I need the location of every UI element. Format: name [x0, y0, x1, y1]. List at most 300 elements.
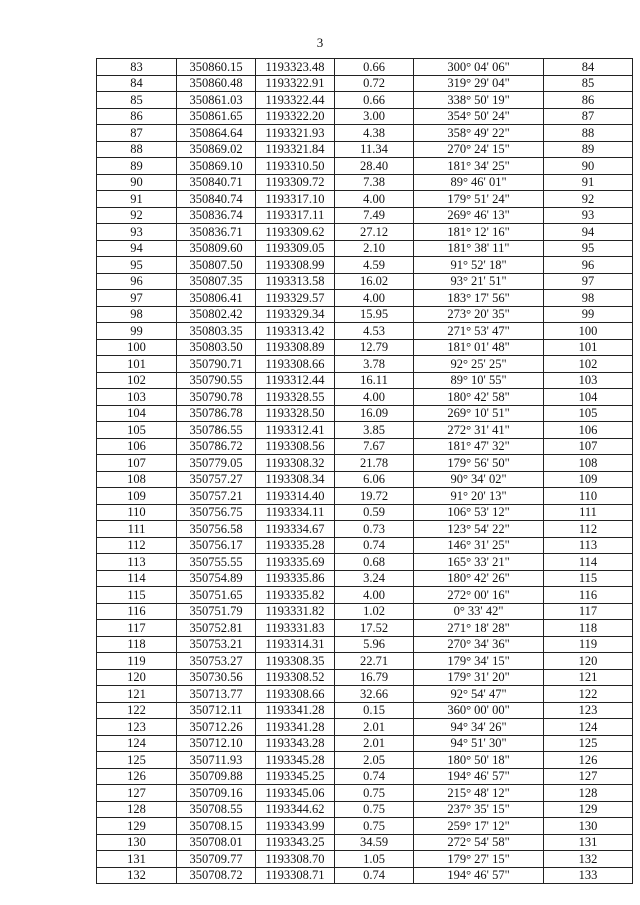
- distance-cell: 3.24: [335, 570, 414, 587]
- distance-cell: 28.40: [335, 158, 414, 175]
- y-coordinate-cell: 1193308.66: [256, 356, 335, 373]
- next-point-number-cell: 102: [544, 356, 633, 373]
- point-number-cell: 121: [97, 686, 177, 703]
- point-number-cell: 83: [97, 59, 177, 76]
- distance-cell: 1.02: [335, 603, 414, 620]
- y-coordinate-cell: 1193335.28: [256, 537, 335, 554]
- next-point-number-cell: 131: [544, 834, 633, 851]
- distance-cell: 2.10: [335, 240, 414, 257]
- next-point-number-cell: 122: [544, 686, 633, 703]
- x-coordinate-cell: 350708.01: [177, 834, 256, 851]
- y-coordinate-cell: 1193329.57: [256, 290, 335, 307]
- table-row: [97, 75, 633, 92]
- distance-cell: 4.00: [335, 587, 414, 604]
- x-coordinate-cell: 350860.48: [177, 75, 256, 92]
- distance-cell: 2.05: [335, 752, 414, 769]
- next-point-number-cell: 124: [544, 719, 633, 736]
- bearing-cell: 269° 46' 13": [414, 207, 544, 224]
- distance-cell: 6.06: [335, 471, 414, 488]
- x-coordinate-cell: 350790.78: [177, 389, 256, 406]
- table-row: [97, 636, 633, 653]
- distance-cell: 0.72: [335, 75, 414, 92]
- bearing-cell: 237° 35' 15": [414, 801, 544, 818]
- distance-cell: 27.12: [335, 224, 414, 241]
- point-number-cell: 118: [97, 636, 177, 653]
- distance-cell: 16.79: [335, 669, 414, 686]
- table-row: [97, 521, 633, 538]
- bearing-cell: 272° 31' 41": [414, 422, 544, 439]
- next-point-number-cell: 89: [544, 141, 633, 158]
- y-coordinate-cell: 1193335.69: [256, 554, 335, 571]
- point-number-cell: 92: [97, 207, 177, 224]
- distance-cell: 3.78: [335, 356, 414, 373]
- table-row: [97, 389, 633, 406]
- bearing-cell: 360° 00' 00": [414, 702, 544, 719]
- table-row: [97, 768, 633, 785]
- x-coordinate-cell: 350864.64: [177, 125, 256, 142]
- y-coordinate-cell: 1193328.55: [256, 389, 335, 406]
- next-point-number-cell: 92: [544, 191, 633, 208]
- next-point-number-cell: 127: [544, 768, 633, 785]
- point-number-cell: 127: [97, 785, 177, 802]
- next-point-number-cell: 129: [544, 801, 633, 818]
- bearing-cell: 271° 53' 47": [414, 323, 544, 340]
- point-number-cell: 86: [97, 108, 177, 125]
- bearing-cell: 179° 31' 20": [414, 669, 544, 686]
- distance-cell: 16.09: [335, 405, 414, 422]
- next-point-number-cell: 85: [544, 75, 633, 92]
- x-coordinate-cell: 350751.65: [177, 587, 256, 604]
- y-coordinate-cell: 1193345.06: [256, 785, 335, 802]
- y-coordinate-cell: 1193312.41: [256, 422, 335, 439]
- point-number-cell: 125: [97, 752, 177, 769]
- x-coordinate-cell: 350786.55: [177, 422, 256, 439]
- point-number-cell: 115: [97, 587, 177, 604]
- table-row: [97, 504, 633, 521]
- bearing-cell: 123° 54' 22": [414, 521, 544, 538]
- bearing-cell: 194° 46' 57": [414, 768, 544, 785]
- x-coordinate-cell: 350730.56: [177, 669, 256, 686]
- table-row: [97, 339, 633, 356]
- point-number-cell: 111: [97, 521, 177, 538]
- next-point-number-cell: 109: [544, 471, 633, 488]
- bearing-cell: 272° 54' 58": [414, 834, 544, 851]
- bearing-cell: 354° 50' 24": [414, 108, 544, 125]
- y-coordinate-cell: 1193345.28: [256, 752, 335, 769]
- bearing-cell: 90° 34' 02": [414, 471, 544, 488]
- table-row: [97, 488, 633, 505]
- y-coordinate-cell: 1193335.86: [256, 570, 335, 587]
- next-point-number-cell: 104: [544, 389, 633, 406]
- bearing-cell: 358° 49' 22": [414, 125, 544, 142]
- next-point-number-cell: 120: [544, 653, 633, 670]
- table-row: [97, 686, 633, 703]
- table-row: [97, 356, 633, 373]
- distance-cell: 2.01: [335, 719, 414, 736]
- bearing-cell: 94° 51' 30": [414, 735, 544, 752]
- bearing-cell: 89° 10' 55": [414, 372, 544, 389]
- bearing-cell: 273° 20' 35": [414, 306, 544, 323]
- table-row: [97, 273, 633, 290]
- distance-cell: 4.00: [335, 290, 414, 307]
- y-coordinate-cell: 1193322.20: [256, 108, 335, 125]
- point-number-cell: 103: [97, 389, 177, 406]
- x-coordinate-cell: 350709.88: [177, 768, 256, 785]
- next-point-number-cell: 130: [544, 818, 633, 835]
- distance-cell: 17.52: [335, 620, 414, 637]
- y-coordinate-cell: 1193308.71: [256, 867, 335, 884]
- y-coordinate-cell: 1193310.50: [256, 158, 335, 175]
- x-coordinate-cell: 350712.10: [177, 735, 256, 752]
- distance-cell: 3.00: [335, 108, 414, 125]
- x-coordinate-cell: 350712.26: [177, 719, 256, 736]
- x-coordinate-cell: 350869.02: [177, 141, 256, 158]
- bearing-cell: 179° 56' 50": [414, 455, 544, 472]
- bearing-cell: 181° 34' 25": [414, 158, 544, 175]
- point-number-cell: 130: [97, 834, 177, 851]
- next-point-number-cell: 106: [544, 422, 633, 439]
- point-number-cell: 88: [97, 141, 177, 158]
- distance-cell: 0.68: [335, 554, 414, 571]
- x-coordinate-cell: 350861.65: [177, 108, 256, 125]
- point-number-cell: 95: [97, 257, 177, 274]
- next-point-number-cell: 84: [544, 59, 633, 76]
- bearing-cell: 0° 33' 42": [414, 603, 544, 620]
- point-number-cell: 96: [97, 273, 177, 290]
- distance-cell: 4.38: [335, 125, 414, 142]
- point-number-cell: 102: [97, 372, 177, 389]
- bearing-cell: 181° 12' 16": [414, 224, 544, 241]
- distance-cell: 16.11: [335, 372, 414, 389]
- x-coordinate-cell: 350756.75: [177, 504, 256, 521]
- next-point-number-cell: 125: [544, 735, 633, 752]
- next-point-number-cell: 123: [544, 702, 633, 719]
- bearing-cell: 270° 34' 36": [414, 636, 544, 653]
- y-coordinate-cell: 1193308.32: [256, 455, 335, 472]
- y-coordinate-cell: 1193309.05: [256, 240, 335, 257]
- bearing-cell: 181° 01' 48": [414, 339, 544, 356]
- y-coordinate-cell: 1193308.56: [256, 438, 335, 455]
- next-point-number-cell: 119: [544, 636, 633, 653]
- distance-cell: 16.02: [335, 273, 414, 290]
- table-row: [97, 719, 633, 736]
- point-number-cell: 99: [97, 323, 177, 340]
- distance-cell: 21.78: [335, 455, 414, 472]
- next-point-number-cell: 96: [544, 257, 633, 274]
- distance-cell: 4.00: [335, 191, 414, 208]
- distance-cell: 12.79: [335, 339, 414, 356]
- x-coordinate-cell: 350807.50: [177, 257, 256, 274]
- next-point-number-cell: 87: [544, 108, 633, 125]
- bearing-cell: 180° 42' 58": [414, 389, 544, 406]
- table-row: [97, 537, 633, 554]
- point-number-cell: 89: [97, 158, 177, 175]
- point-number-cell: 116: [97, 603, 177, 620]
- x-coordinate-cell: 350753.27: [177, 653, 256, 670]
- y-coordinate-cell: 1193309.72: [256, 174, 335, 191]
- point-number-cell: 131: [97, 851, 177, 868]
- next-point-number-cell: 105: [544, 405, 633, 422]
- point-number-cell: 117: [97, 620, 177, 637]
- point-number-cell: 93: [97, 224, 177, 241]
- next-point-number-cell: 118: [544, 620, 633, 637]
- next-point-number-cell: 99: [544, 306, 633, 323]
- distance-cell: 0.15: [335, 702, 414, 719]
- table-row: [97, 141, 633, 158]
- x-coordinate-cell: 350786.72: [177, 438, 256, 455]
- table-row: [97, 653, 633, 670]
- point-number-cell: 120: [97, 669, 177, 686]
- distance-cell: 4.00: [335, 389, 414, 406]
- table-row: [97, 603, 633, 620]
- bearing-cell: 319° 29' 04": [414, 75, 544, 92]
- y-coordinate-cell: 1193314.31: [256, 636, 335, 653]
- table-row: [97, 290, 633, 307]
- distance-cell: 22.71: [335, 653, 414, 670]
- x-coordinate-cell: 350756.58: [177, 521, 256, 538]
- table-row: [97, 471, 633, 488]
- x-coordinate-cell: 350752.81: [177, 620, 256, 637]
- next-point-number-cell: 93: [544, 207, 633, 224]
- y-coordinate-cell: 1193313.42: [256, 323, 335, 340]
- next-point-number-cell: 108: [544, 455, 633, 472]
- y-coordinate-cell: 1193343.99: [256, 818, 335, 835]
- x-coordinate-cell: 350807.35: [177, 273, 256, 290]
- distance-cell: 0.74: [335, 768, 414, 785]
- distance-cell: 19.72: [335, 488, 414, 505]
- point-number-cell: 87: [97, 125, 177, 142]
- x-coordinate-cell: 350756.17: [177, 537, 256, 554]
- bearing-cell: 215° 48' 12": [414, 785, 544, 802]
- x-coordinate-cell: 350786.78: [177, 405, 256, 422]
- table-row: [97, 620, 633, 637]
- distance-cell: 0.73: [335, 521, 414, 538]
- next-point-number-cell: 126: [544, 752, 633, 769]
- point-number-cell: 101: [97, 356, 177, 373]
- table-row: [97, 306, 633, 323]
- table-row: [97, 801, 633, 818]
- x-coordinate-cell: 350708.55: [177, 801, 256, 818]
- bearing-cell: 180° 50' 18": [414, 752, 544, 769]
- bearing-cell: 89° 46' 01": [414, 174, 544, 191]
- point-number-cell: 119: [97, 653, 177, 670]
- y-coordinate-cell: 1193321.84: [256, 141, 335, 158]
- table-row: [97, 158, 633, 175]
- y-coordinate-cell: 1193312.44: [256, 372, 335, 389]
- next-point-number-cell: 132: [544, 851, 633, 868]
- x-coordinate-cell: 350840.71: [177, 174, 256, 191]
- x-coordinate-cell: 350790.55: [177, 372, 256, 389]
- y-coordinate-cell: 1193322.44: [256, 92, 335, 109]
- table-row: [97, 323, 633, 340]
- next-point-number-cell: 101: [544, 339, 633, 356]
- next-point-number-cell: 133: [544, 867, 633, 884]
- y-coordinate-cell: 1193309.62: [256, 224, 335, 241]
- table-row: [97, 59, 633, 76]
- x-coordinate-cell: 350806.41: [177, 290, 256, 307]
- distance-cell: 3.85: [335, 422, 414, 439]
- point-number-cell: 132: [97, 867, 177, 884]
- distance-cell: 1.05: [335, 851, 414, 868]
- bearing-cell: 106° 53' 12": [414, 504, 544, 521]
- x-coordinate-cell: 350803.35: [177, 323, 256, 340]
- y-coordinate-cell: 1193341.28: [256, 719, 335, 736]
- table-row: [97, 92, 633, 109]
- bearing-cell: 272° 00' 16": [414, 587, 544, 604]
- distance-cell: 0.66: [335, 92, 414, 109]
- x-coordinate-cell: 350802.42: [177, 306, 256, 323]
- bearing-cell: 146° 31' 25": [414, 537, 544, 554]
- point-number-cell: 114: [97, 570, 177, 587]
- point-number-cell: 113: [97, 554, 177, 571]
- x-coordinate-cell: 350860.15: [177, 59, 256, 76]
- next-point-number-cell: 128: [544, 785, 633, 802]
- table-row: [97, 834, 633, 851]
- y-coordinate-cell: 1193308.99: [256, 257, 335, 274]
- x-coordinate-cell: 350751.79: [177, 603, 256, 620]
- table-row: [97, 702, 633, 719]
- x-coordinate-cell: 350836.71: [177, 224, 256, 241]
- table-row: [97, 240, 633, 257]
- x-coordinate-cell: 350809.60: [177, 240, 256, 257]
- x-coordinate-cell: 350861.03: [177, 92, 256, 109]
- bearing-cell: 94° 34' 26": [414, 719, 544, 736]
- bearing-cell: 92° 54' 47": [414, 686, 544, 703]
- bearing-cell: 91° 52' 18": [414, 257, 544, 274]
- point-number-cell: 108: [97, 471, 177, 488]
- point-number-cell: 91: [97, 191, 177, 208]
- next-point-number-cell: 121: [544, 669, 633, 686]
- table-row: [97, 554, 633, 571]
- next-point-number-cell: 91: [544, 174, 633, 191]
- y-coordinate-cell: 1193344.62: [256, 801, 335, 818]
- table-row: [97, 669, 633, 686]
- y-coordinate-cell: 1193308.66: [256, 686, 335, 703]
- table-row: [97, 191, 633, 208]
- x-coordinate-cell: 350712.11: [177, 702, 256, 719]
- next-point-number-cell: 112: [544, 521, 633, 538]
- table-row: [97, 587, 633, 604]
- x-coordinate-cell: 350757.21: [177, 488, 256, 505]
- point-number-cell: 107: [97, 455, 177, 472]
- table-row: [97, 438, 633, 455]
- bearing-cell: 259° 17' 12": [414, 818, 544, 835]
- y-coordinate-cell: 1193308.89: [256, 339, 335, 356]
- x-coordinate-cell: 350803.50: [177, 339, 256, 356]
- distance-cell: 0.66: [335, 59, 414, 76]
- table-row: [97, 851, 633, 868]
- x-coordinate-cell: 350753.21: [177, 636, 256, 653]
- bearing-cell: 300° 04' 06": [414, 59, 544, 76]
- table-row: [97, 372, 633, 389]
- y-coordinate-cell: 1193343.28: [256, 735, 335, 752]
- y-coordinate-cell: 1193331.83: [256, 620, 335, 637]
- bearing-cell: 92° 25' 25": [414, 356, 544, 373]
- table-row: [97, 455, 633, 472]
- bearing-cell: 181° 47' 32": [414, 438, 544, 455]
- y-coordinate-cell: 1193341.28: [256, 702, 335, 719]
- next-point-number-cell: 115: [544, 570, 633, 587]
- y-coordinate-cell: 1193335.82: [256, 587, 335, 604]
- coordinates-table: [96, 58, 633, 884]
- point-number-cell: 90: [97, 174, 177, 191]
- point-number-cell: 129: [97, 818, 177, 835]
- bearing-cell: 183° 17' 56": [414, 290, 544, 307]
- distance-cell: 0.75: [335, 785, 414, 802]
- y-coordinate-cell: 1193334.67: [256, 521, 335, 538]
- next-point-number-cell: 116: [544, 587, 633, 604]
- distance-cell: 7.67: [335, 438, 414, 455]
- point-number-cell: 84: [97, 75, 177, 92]
- x-coordinate-cell: 350757.27: [177, 471, 256, 488]
- next-point-number-cell: 88: [544, 125, 633, 142]
- point-number-cell: 97: [97, 290, 177, 307]
- table-row: [97, 108, 633, 125]
- x-coordinate-cell: 350840.74: [177, 191, 256, 208]
- bearing-cell: 91° 20' 13": [414, 488, 544, 505]
- bearing-cell: 179° 34' 15": [414, 653, 544, 670]
- distance-cell: 15.95: [335, 306, 414, 323]
- distance-cell: 7.38: [335, 174, 414, 191]
- y-coordinate-cell: 1193334.11: [256, 504, 335, 521]
- next-point-number-cell: 107: [544, 438, 633, 455]
- next-point-number-cell: 95: [544, 240, 633, 257]
- point-number-cell: 94: [97, 240, 177, 257]
- point-number-cell: 128: [97, 801, 177, 818]
- bearing-cell: 179° 51' 24": [414, 191, 544, 208]
- next-point-number-cell: 98: [544, 290, 633, 307]
- x-coordinate-cell: 350713.77: [177, 686, 256, 703]
- point-number-cell: 123: [97, 719, 177, 736]
- y-coordinate-cell: 1193328.50: [256, 405, 335, 422]
- table-row: [97, 735, 633, 752]
- bearing-cell: 181° 38' 11": [414, 240, 544, 257]
- bearing-cell: 180° 42' 26": [414, 570, 544, 587]
- distance-cell: 5.96: [335, 636, 414, 653]
- point-number-cell: 106: [97, 438, 177, 455]
- distance-cell: 4.53: [335, 323, 414, 340]
- table-row: [97, 818, 633, 835]
- table-row: [97, 867, 633, 884]
- point-number-cell: 104: [97, 405, 177, 422]
- distance-cell: 32.66: [335, 686, 414, 703]
- table-row: [97, 125, 633, 142]
- y-coordinate-cell: 1193345.25: [256, 768, 335, 785]
- table-row: [97, 785, 633, 802]
- x-coordinate-cell: 350779.05: [177, 455, 256, 472]
- distance-cell: 0.59: [335, 504, 414, 521]
- x-coordinate-cell: 350708.72: [177, 867, 256, 884]
- point-number-cell: 124: [97, 735, 177, 752]
- distance-cell: 4.59: [335, 257, 414, 274]
- y-coordinate-cell: 1193331.82: [256, 603, 335, 620]
- next-point-number-cell: 117: [544, 603, 633, 620]
- bearing-cell: 194° 46' 57": [414, 867, 544, 884]
- x-coordinate-cell: 350709.16: [177, 785, 256, 802]
- point-number-cell: 112: [97, 537, 177, 554]
- distance-cell: 2.01: [335, 735, 414, 752]
- table-row: [97, 207, 633, 224]
- y-coordinate-cell: 1193308.35: [256, 653, 335, 670]
- distance-cell: 0.74: [335, 537, 414, 554]
- point-number-cell: 105: [97, 422, 177, 439]
- y-coordinate-cell: 1193321.93: [256, 125, 335, 142]
- y-coordinate-cell: 1193343.25: [256, 834, 335, 851]
- point-number-cell: 109: [97, 488, 177, 505]
- next-point-number-cell: 86: [544, 92, 633, 109]
- page-number: 3: [316, 35, 324, 50]
- x-coordinate-cell: 350755.55: [177, 554, 256, 571]
